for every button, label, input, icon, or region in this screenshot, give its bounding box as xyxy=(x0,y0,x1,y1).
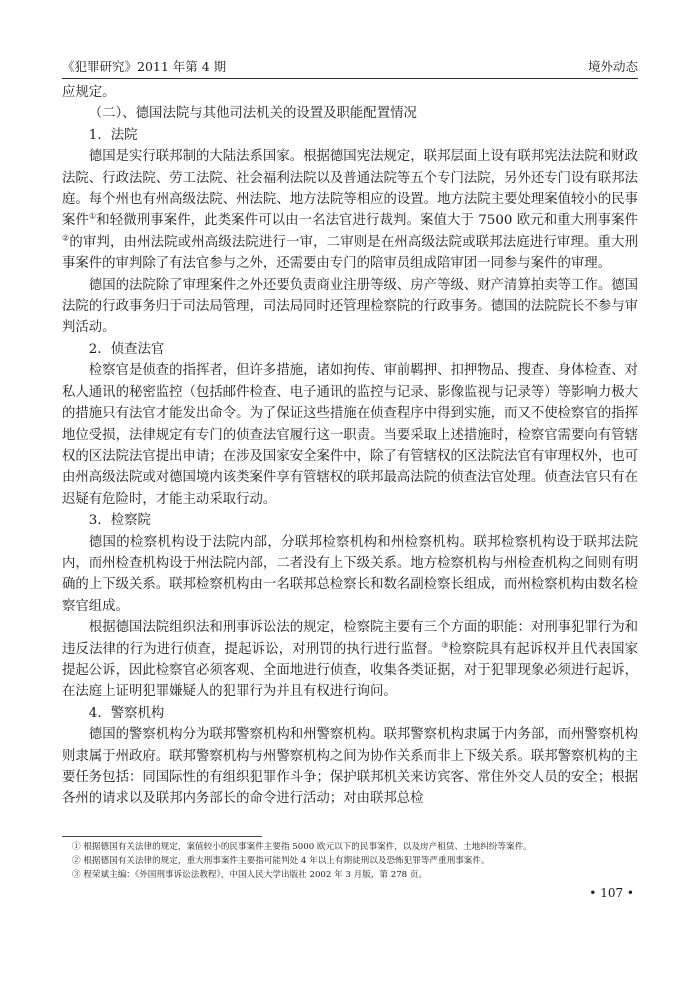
header-rule xyxy=(62,78,638,79)
subheading-procuratorate: 3．检察院 xyxy=(88,513,151,529)
footnote-ref-3[interactable]: ③ xyxy=(441,640,449,650)
paragraph-police: 德国的警察机构分为联邦警察机构和州警察机构。联邦警察机构隶属于内务部，而州警察机构则隶属于州政府。联邦警察机构与州警察机构之间为协作关系而非上下级关系。联邦警察机构的主要任务包括：同国际性的有组织犯罪作斗争；保护联邦机关来访宾客、常住外交人员的安全；根据各州的请求以及联邦内务部长的命令进行活动；对由联邦总检 xyxy=(62,727,638,807)
subheading-police: 4．警察机构 xyxy=(88,705,165,721)
footnote-rule xyxy=(62,836,262,837)
footnote-3: ③ 程荣斌主编：《外国刑事诉讼法教程》，中国人民大学出版社 2002 年 3 月版，第 278 页。 xyxy=(72,870,428,880)
subheading-court: 1．法院 xyxy=(88,127,138,143)
footnotes xyxy=(72,840,638,882)
subheading-investigating-judge: 2．侦查法官 xyxy=(88,341,165,357)
journal-issue: 《犯罪研究》2011 年第 4 期 xyxy=(62,59,227,74)
page-number: • 107 • xyxy=(589,886,634,900)
paragraph-procuratorate-1: 德国的检察机构设于法院内部，分联邦检察机构和州检察机构。联邦检察机构设于联邦法院内，而州检查机构设于州法院内部，二者没有上下级关系。地方检察机构与州检查机构之间则有明确的上下级关系。联邦检察机构由一名联邦总检察长和数名副检察长组成，而州检察机构由数名检察官组成。 xyxy=(62,534,638,614)
footnote-ref-1[interactable]: ① xyxy=(88,211,97,221)
article-body xyxy=(62,82,638,810)
section-heading: （二）、德国法院与其他司法机关的设置及职能配置情况 xyxy=(88,106,417,122)
footnote-ref-2[interactable]: ② xyxy=(62,233,70,243)
paragraph-procuratorate-2: 根据德国法院组织法和刑事诉讼法的规定，检察院主要有三个方面的职能：对刑事犯罪行为和违反法律的行为进行侦查，提起诉讼，对刑罚的执行进行监督。③检察院具有起诉权并且代表国家提起公诉，因此检察官必须客观、全面地进行侦查，收集各类证据，对于犯罪现象必须进行起诉，在法庭上证明犯罪嫌疑人的犯罪行为并且有权进行询问。 xyxy=(62,620,639,700)
footnote-1: ① 根据德国有关法律的规定，案值较小的民事案件主要指 5000 欧元以下的民事案件，以及房产租赁、土地纠纷等案件。 xyxy=(72,842,532,852)
footnote-2: ② 根据德国有关法律的规定，重大刑事案件主要指可能判处 4 年以上有期徒刑以及恐怖犯罪等严重刑事案件。 xyxy=(72,856,490,866)
paragraph-court-1: 德国是实行联邦制的大陆法系国家。根据德国宪法规定，联邦层面上设有联邦宪法法院和财政法院、行政法院、劳工法院、社会福利法院以及普通法院等五个专门法院，另外还专门设有联邦法庭。每个州也有州高级法院、州法院、地方法院等相应的设置。地方法院主要处理案值较小的民事案件①和轻微刑事案件，此类案件可以由一名法官进行裁判。案值大于 7500 欧元和重大刑事案件②的审判，由州法院或州高级法院进行一审，二审则是在州高级法院或联邦法庭进行审理。重大刑事案件的审判除了有法官参与之外，还需要由专门的陪审员组成陪审团一同参与案件的审理。 xyxy=(62,149,639,272)
paragraph: 应规定。 xyxy=(62,85,116,100)
running-header xyxy=(62,55,638,75)
section-title: 境外动态 xyxy=(587,59,638,74)
paragraph-investigating-judge: 检察官是侦查的指挥者，但许多措施，诸如拘传、审前羁押、扣押物品、搜查、身体检查、对私人通讯的秘密监控（包括邮件检查、电子通讯的监控与记录、影像监视与记录等）等影响力极大的措施只有法官才能发出命令。为了保证这些措施在侦查程序中得到实施，而又不使检察官的指挥地位受损，法律规定有专门的侦查法官履行这一职责。当要采取上述措施时，检察官需要向有管辖权的区法院法官提出申请；在涉及国家安全案件中，除了有管辖权的区法院法官有审理权外，也可由州高级法院或对德国境内该类案件享有管辖权的联邦最高法院的侦查法官处理。侦查法官只有在迟疑有危险时，才能主动采取行动。 xyxy=(62,363,638,507)
paragraph-court-2: 德国的法院除了审理案件之外还要负责商业注册等级、房产等级、财产清算拍卖等工作。德国法院的行政事务归于司法局管理，司法局同时还管理检察院的行政事务。德国的法院院长不参与审判活动。 xyxy=(62,277,638,336)
